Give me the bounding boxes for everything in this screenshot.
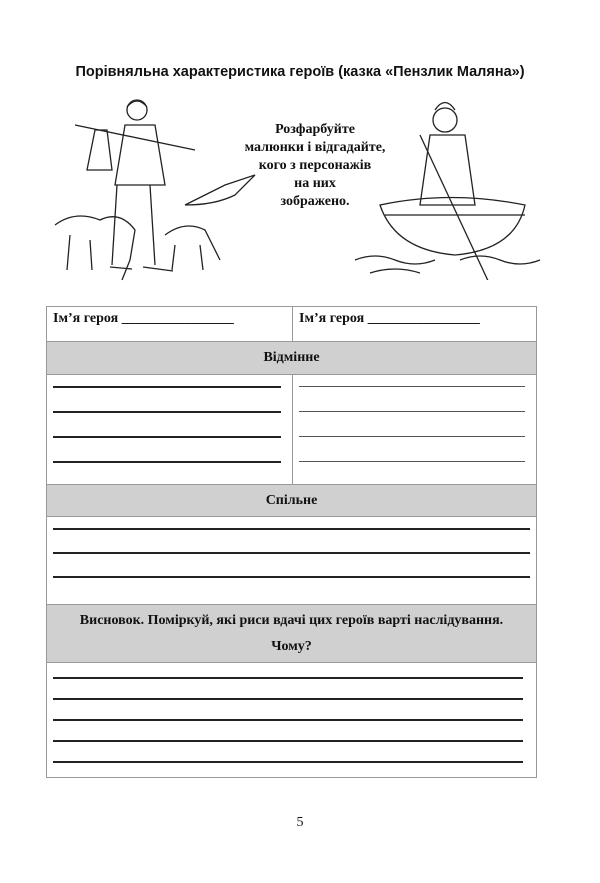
conclusion-field[interactable] <box>47 663 536 777</box>
hero-names-row <box>47 307 536 342</box>
conclusion-answers-row <box>47 663 536 777</box>
instruction-line: на них <box>294 176 336 191</box>
different-label: Відмінне <box>263 350 320 365</box>
page-number: 5 <box>296 815 304 830</box>
common-label: Спільне <box>265 492 318 508</box>
hero2-differences-field[interactable] <box>292 375 536 484</box>
instruction-line: Розфарбуйте <box>275 122 355 137</box>
common-answers-row <box>47 517 536 605</box>
instruction-line: зображено. <box>280 194 350 209</box>
coloring-instruction <box>240 121 390 211</box>
instruction-line: кого з персонажів <box>258 158 372 173</box>
page-title: Порівняльна характеристика героїв (казка «Пензлик Маляна») <box>75 64 525 80</box>
hero-name-field-2[interactable]: Ім’я героя ________________ <box>292 307 536 341</box>
common-header <box>47 485 536 517</box>
hero1-differences-field[interactable] <box>47 375 292 484</box>
illustration-boy-with-animals <box>45 95 265 285</box>
common-traits-field[interactable] <box>47 517 536 604</box>
conclusion-header <box>47 605 536 663</box>
comparison-table <box>46 306 537 778</box>
instruction-line: малюнки і відгадайте, <box>244 140 386 155</box>
conclusion-prompt: Висновок. Поміркуй, які риси вдачі цих героїв варті наслідування. Чому? <box>79 612 504 654</box>
different-answers-row <box>47 375 536 485</box>
different-header <box>47 342 536 375</box>
hero-name-field-1[interactable]: Ім’я героя ________________ <box>53 311 234 326</box>
